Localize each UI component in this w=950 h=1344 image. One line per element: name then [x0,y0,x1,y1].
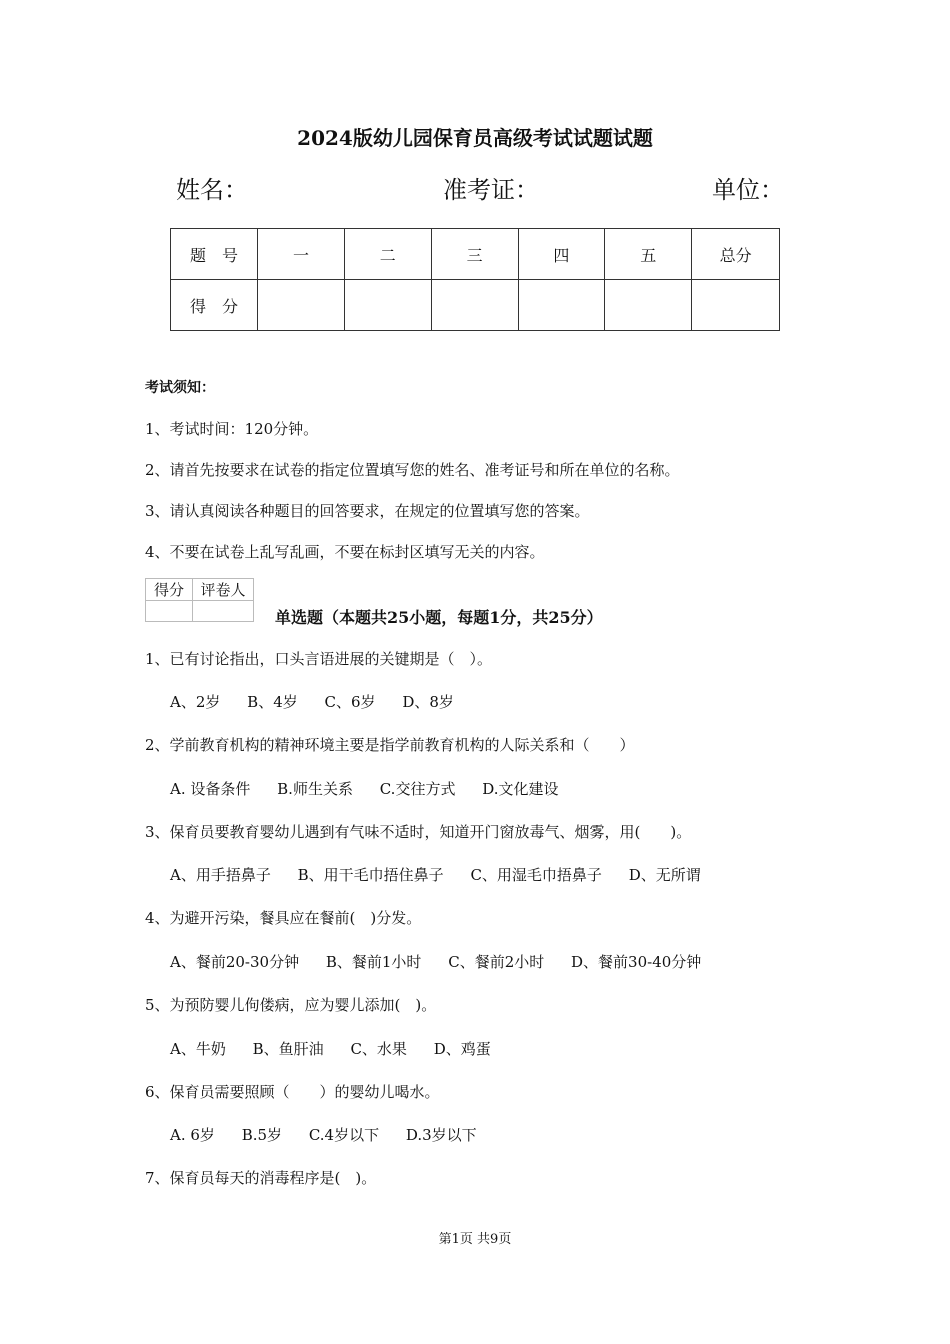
option[interactable]: A、牛奶 [170,1040,226,1058]
score-input-cell[interactable] [692,280,780,331]
option[interactable]: B.师生关系 [277,780,353,798]
grader-name-label: 评卷人 [193,579,254,601]
page-title: 2024版幼儿园保育员高级考试试题试题 [297,126,653,150]
option[interactable]: A. 6岁 [170,1126,215,1144]
grader-name-cell[interactable] [193,601,254,622]
option[interactable]: D、鸡蛋 [433,1040,491,1058]
score-table-cell: 一 [258,229,345,280]
score-input-cell[interactable] [258,280,345,331]
score-table-cell: 二 [344,229,431,280]
question-options [170,864,723,885]
option[interactable]: A、用手捂鼻子 [170,866,271,884]
name-label: 姓名： [176,176,248,204]
question-options [170,691,476,712]
question-text: 3、保育员要教育婴幼儿遇到有气味不适时，知道开门窗放毒气、烟雾，用( )。 [145,823,692,841]
question-text: 2、学前教育机构的精神环境主要是指学前教育机构的人际关系和（ ） [145,736,635,754]
question-options [170,1038,513,1059]
option[interactable]: C.交往方式 [379,780,456,798]
score-table-cell: 三 [431,229,518,280]
score-table-cell: 五 [605,229,692,280]
exam-number-label: 准考证： [443,176,539,204]
option[interactable]: C、用湿毛巾捂鼻子 [470,866,602,884]
grader-box [145,578,254,622]
notice-item: 2、请首先按要求在试卷的指定位置填写您的姓名、准考证号和所在单位的名称。 [145,461,680,479]
question-text: 6、保育员需要照顾（ ）的婴幼儿喝水。 [145,1083,440,1101]
question-options [170,778,581,799]
notice-heading: 考试须知： [145,380,215,396]
score-table-cell: 题 号 [171,229,258,280]
score-table-score-row [171,280,780,331]
page-footer: 第1页 共9页 [438,1232,512,1247]
option[interactable]: D、8岁 [402,693,454,711]
unit-label: 单位： [712,176,784,204]
grader-score-label: 得分 [146,579,193,601]
grader-score-cell[interactable] [146,601,193,622]
option[interactable]: D、餐前30-40分钟 [571,953,702,971]
option[interactable]: A、餐前20-30分钟 [170,953,300,971]
option[interactable]: B.5岁 [241,1126,283,1144]
score-input-cell[interactable] [431,280,518,331]
question-options [170,951,723,972]
score-table-cell: 得 分 [171,280,258,331]
notice-item: 3、请认真阅读各种题目的回答要求，在规定的位置填写您的答案。 [145,502,590,520]
option[interactable]: D.文化建设 [482,780,559,798]
option[interactable]: B、餐前1小时 [325,953,422,971]
score-table-cell: 四 [518,229,605,280]
score-table [170,228,780,331]
option[interactable]: B、鱼肝油 [252,1040,324,1058]
option[interactable]: A. 设备条件 [170,780,251,798]
option[interactable]: C、6岁 [324,693,376,711]
option[interactable]: C、餐前2小时 [448,953,545,971]
question-text: 1、已有讨论指出，口头言语进展的关键期是（ ）。 [145,650,493,668]
option[interactable]: D、无所谓 [628,866,701,884]
score-input-cell[interactable] [344,280,431,331]
question-text: 4、为避开污染，餐具应在餐前( )分发。 [145,909,422,927]
score-input-cell[interactable] [518,280,605,331]
score-input-cell[interactable] [605,280,692,331]
option[interactable]: C.4岁以下 [308,1126,380,1144]
notice-item: 1、考试时间：120分钟。 [145,420,319,438]
question-options [170,1124,499,1145]
question-text: 7、保育员每天的消毒程序是( )。 [145,1169,377,1187]
option[interactable]: B、4岁 [247,693,298,711]
question-text: 5、为预防婴儿佝偻病，应为婴儿添加( )。 [145,996,437,1014]
option[interactable]: B、用干毛巾捂住鼻子 [297,866,444,884]
option[interactable]: D.3岁以下 [405,1126,477,1144]
option[interactable]: C、水果 [350,1040,407,1058]
score-table-header-row [171,229,780,280]
notice-item: 4、不要在试卷上乱写乱画，不要在标封区填写无关的内容。 [145,543,545,561]
option[interactable]: A、2岁 [170,693,221,711]
score-table-cell: 总分 [692,229,780,280]
section-title: 单选题（本题共25小题，每题1分，共25分） [275,608,603,627]
